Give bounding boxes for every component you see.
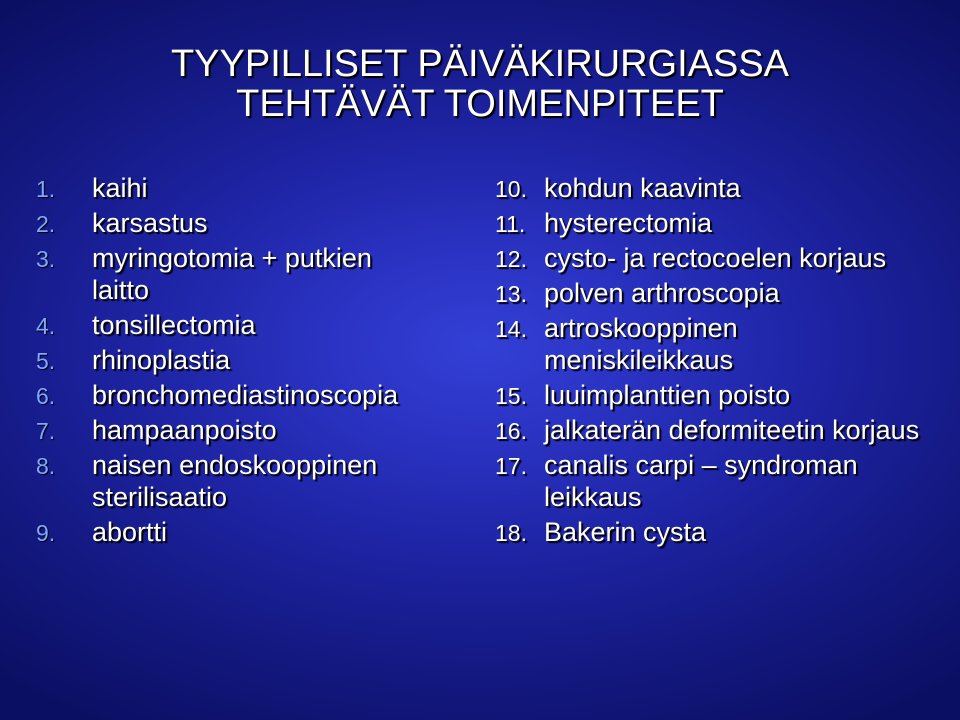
list-item (495, 312, 874, 376)
item-number: 13. (495, 281, 527, 307)
item-text: polven arthroscopia (544, 278, 780, 308)
item-text: canalis carpi – syndroman leikkaus (544, 450, 858, 512)
list-item (36, 242, 427, 306)
list-item (36, 344, 476, 376)
item-text: bronchomediastinoscopia (92, 380, 399, 410)
item-text: rhinoplastia (92, 345, 231, 375)
item-text: Bakerin cysta (544, 517, 707, 547)
item-text: abortti (92, 517, 168, 547)
item-text: kaihi (92, 173, 148, 203)
list-item (495, 277, 935, 309)
item-text: hysterectomia (544, 208, 713, 238)
list-item (36, 414, 476, 446)
item-text: hampaanpoisto (92, 415, 277, 445)
slide-title (40, 44, 920, 124)
list-item (36, 516, 476, 548)
list-item (495, 414, 944, 446)
item-number: 12. (495, 246, 527, 272)
title-line-1: TYYPILLISET PÄIVÄKIRURGIASSA (170, 43, 790, 85)
list-item (495, 242, 904, 274)
item-number: 4. (36, 313, 56, 339)
list-item (495, 207, 935, 239)
item-number: 17. (495, 453, 527, 479)
list-item (36, 207, 476, 239)
list-item (495, 516, 935, 548)
item-number: 3. (36, 246, 56, 272)
item-text: luuimplanttien poisto (544, 380, 791, 410)
item-text: tonsillectomia (92, 310, 256, 340)
item-number: 6. (36, 383, 56, 409)
item-number: 11. (495, 211, 526, 237)
item-text: jalkaterän deformiteetin korjaus (544, 415, 920, 445)
item-number: 15. (495, 383, 527, 409)
item-text: artroskooppinen meniskileikkaus (544, 313, 738, 375)
item-number: 18. (495, 520, 527, 546)
item-text: kohdun kaavinta (544, 173, 741, 203)
item-number: 14. (495, 316, 527, 342)
item-number: 9. (36, 520, 56, 546)
list-item (36, 379, 476, 411)
item-number: 2. (36, 211, 56, 237)
item-number: 10. (495, 176, 527, 202)
item-number: 5. (36, 348, 56, 374)
list-item (495, 449, 884, 513)
item-number: 8. (36, 453, 56, 479)
title-line-2: TEHTÄVÄT TOIMENPITEET (236, 83, 724, 125)
list-item (495, 379, 935, 411)
item-number: 1. (36, 176, 56, 202)
list-item (36, 449, 442, 513)
list-item (36, 172, 476, 204)
item-text: myringotomia + putkien laitto (92, 243, 372, 305)
right-procedure-list (495, 172, 935, 551)
list-item (36, 309, 476, 341)
item-number: 7. (36, 418, 56, 444)
item-text: karsastus (92, 208, 208, 238)
item-text: cysto- ja rectocoelen korjaus (544, 243, 887, 273)
list-item (495, 172, 935, 204)
item-number: 16. (495, 418, 527, 444)
left-procedure-list (36, 172, 476, 551)
item-text: naisen endoskooppinen sterilisaatio (92, 450, 378, 512)
